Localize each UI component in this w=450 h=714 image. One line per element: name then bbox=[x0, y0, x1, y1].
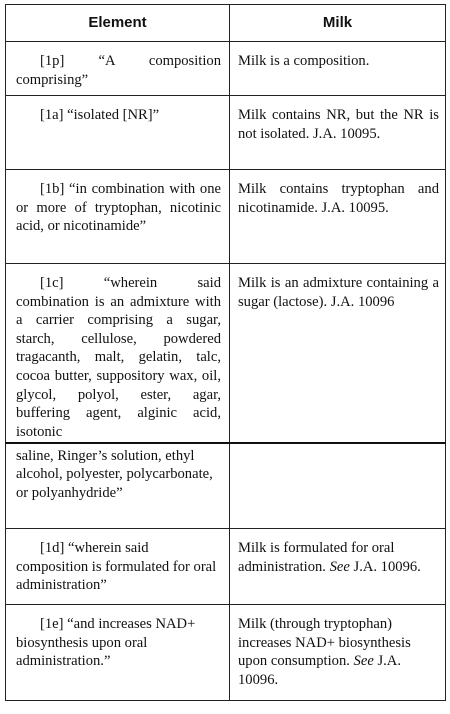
milk-1d-cite: J.A. 10096. bbox=[349, 558, 421, 575]
milk-1d-see: See bbox=[329, 558, 350, 575]
milk-1e-see: See bbox=[353, 653, 374, 670]
element-cell-1c-continued: saline, Ringer’s solution, ethyl alcohol, polyester, polycarbonate, or polyanhydride” bbox=[6, 443, 230, 529]
milk-cell-1c: Milk is an admixture containing a sugar (lactose). J.A. 10096 bbox=[230, 264, 446, 443]
table-row bbox=[6, 264, 446, 443]
table-row bbox=[6, 96, 446, 170]
table-row bbox=[6, 42, 446, 96]
milk-cell-1d bbox=[230, 529, 446, 605]
milk-1d-text: Milk is formulated for oral administration. bbox=[238, 540, 395, 575]
element-cell-1c: [1c] “wherein said combination is an admixture with a carrier comprising a sugar, starch, cellulose, powdered tragacanth, malt, gelatin, talc, cocoa butter, suppository wax, oil, glycol, polyol, ester, agar, buffering agent, alginic acid, isotonic bbox=[6, 264, 230, 443]
milk-cell-1p: Milk is a composition. bbox=[230, 42, 446, 96]
milk-cell-1b: Milk contains tryptophan and nicotinamide. J.A. 10095. bbox=[230, 170, 446, 264]
element-cell-1a: [1a] “isolated [NR]” bbox=[6, 96, 230, 170]
element-cell-1d: [1d] “wherein said composition is formulated for oral administration” bbox=[6, 529, 230, 605]
table-row bbox=[6, 443, 446, 529]
table-row bbox=[6, 605, 446, 701]
table-header-row bbox=[6, 5, 446, 42]
element-cell-1b: [1b] “in combination with one or more of tryptophan, nicotinic acid, or nicotinamide” bbox=[6, 170, 230, 264]
comparison-table-page bbox=[5, 4, 445, 701]
header-milk: Milk bbox=[230, 5, 446, 42]
table-row bbox=[6, 170, 446, 264]
claim-comparison-table bbox=[5, 4, 446, 701]
milk-1e-cite: J.A. 10096. bbox=[238, 653, 401, 688]
milk-cell-1c-continued bbox=[230, 443, 446, 529]
milk-cell-1e bbox=[230, 605, 446, 701]
element-cell-1p: [1p] “A composition comprising” bbox=[6, 42, 230, 96]
table-row bbox=[6, 529, 446, 605]
milk-cell-1a: Milk contains NR, but the NR is not isolated. J.A. 10095. bbox=[230, 96, 446, 170]
header-element: Element bbox=[6, 5, 230, 42]
milk-1e-text: Milk (through tryptophan) increases NAD+ biosynthesis upon consumption. bbox=[238, 616, 411, 670]
element-cell-1e: [1e] “and increases NAD+ biosynthesis upon oral administration.” bbox=[6, 605, 230, 701]
